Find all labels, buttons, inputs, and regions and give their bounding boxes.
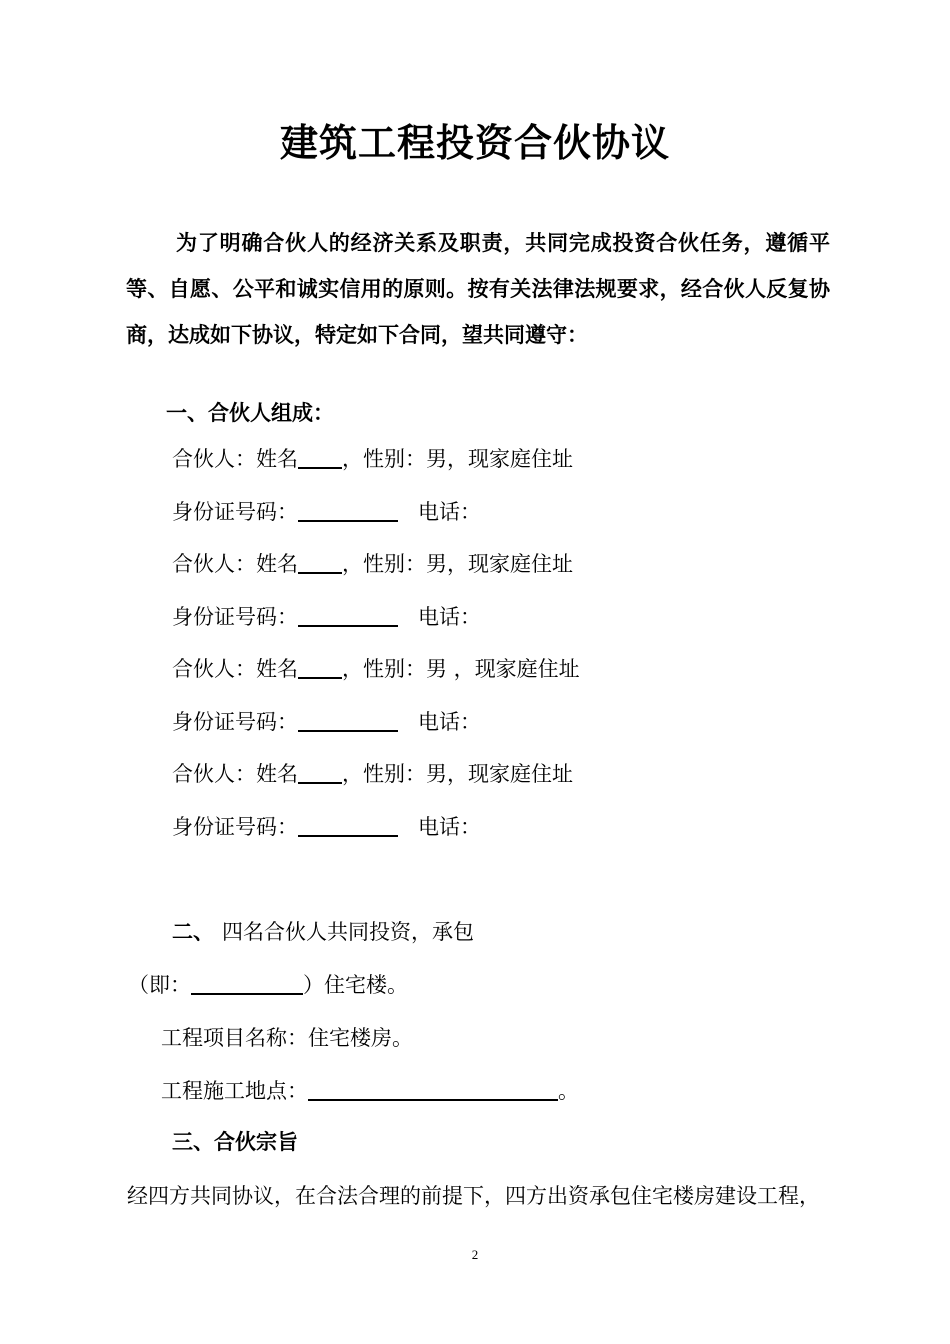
partner-id-blank (298, 708, 398, 732)
partner-name-blank (298, 760, 342, 784)
partner-phone-label: 电话： (418, 815, 481, 839)
document-title: 建筑工程投资合伙协议 (279, 121, 670, 165)
partner-name-label: 合伙人：姓名 (172, 657, 298, 681)
partner-name-label: 合伙人：姓名 (172, 447, 298, 471)
site-label: 工程施工地点： (161, 1079, 308, 1103)
partner-gender-text: ，性别：男 ， (342, 657, 475, 681)
partner-3-info-line (172, 653, 580, 683)
paren-open-text: （即： (128, 973, 191, 997)
partner-phone-label: 电话： (418, 605, 481, 629)
site-blank (308, 1077, 558, 1101)
partner-id-label: 身份证号码： (172, 710, 298, 734)
partner-1-info-line (172, 443, 573, 473)
partner-phone-label: 电话： (418, 500, 481, 524)
partner-id-label: 身份证号码： (172, 500, 298, 524)
partner-name-label: 合伙人：姓名 (172, 762, 298, 786)
partner-id-label: 身份证号码： (172, 605, 298, 629)
partner-gender-text: ，性别：男， (342, 552, 468, 576)
partner-name-blank (298, 445, 342, 469)
partner-id-blank (298, 498, 398, 522)
partner-address-label: 现家庭住址 (474, 657, 580, 681)
section-2-text: 四名合伙人共同投资，承包 (222, 920, 474, 944)
section-1-heading: 一、合伙人组成： (166, 401, 334, 425)
partner-gender-text: ，性别：男， (342, 447, 468, 471)
partner-name-label: 合伙人：姓名 (172, 552, 298, 576)
partner-name-blank (298, 655, 342, 679)
partner-4-id-line (172, 811, 481, 841)
project-name-line: 工程项目名称：住宅楼房。 (161, 1026, 413, 1050)
section-3-text: 经四方共同协议，在合法合理的前提下，四方出资承包住宅楼房建设工程， (127, 1184, 820, 1208)
partner-2-info-line (172, 548, 573, 578)
partner-address-label: 现家庭住址 (468, 447, 573, 471)
partner-name-blank (298, 550, 342, 574)
construction-site-line (161, 1075, 579, 1105)
partner-id-blank (298, 603, 398, 627)
section-3-heading: 三、合伙宗旨 (172, 1130, 298, 1154)
intro-paragraph: 为了明确合伙人的经济关系及职责，共同完成投资合伙任务，遵循平等、自愿、公平和诚实信用的原则。按有关法律法规要求，经合伙人反复协商，达成如下协议，特定如下合同，望共同遵守： (126, 231, 830, 347)
partner-gender-text: ，性别：男， (342, 762, 468, 786)
partner-3-id-line (172, 706, 481, 736)
section-2-line (172, 916, 474, 946)
partner-address-label: 现家庭住址 (468, 552, 573, 576)
paren-close-text: ）住宅楼。 (303, 973, 408, 997)
site-end: 。 (558, 1079, 579, 1103)
building-blank (191, 971, 303, 995)
partner-4-info-line (172, 758, 573, 788)
partner-id-blank (298, 813, 398, 837)
partner-phone-label: 电话： (418, 710, 481, 734)
partner-address-label: 现家庭住址 (468, 762, 573, 786)
section-2-building-line (128, 969, 408, 999)
partner-1-id-line (172, 496, 481, 526)
page-number: 2 (471, 1247, 479, 1262)
partner-id-label: 身份证号码： (172, 815, 298, 839)
section-2-heading: 二、 (172, 920, 214, 944)
partner-2-id-line (172, 601, 481, 631)
